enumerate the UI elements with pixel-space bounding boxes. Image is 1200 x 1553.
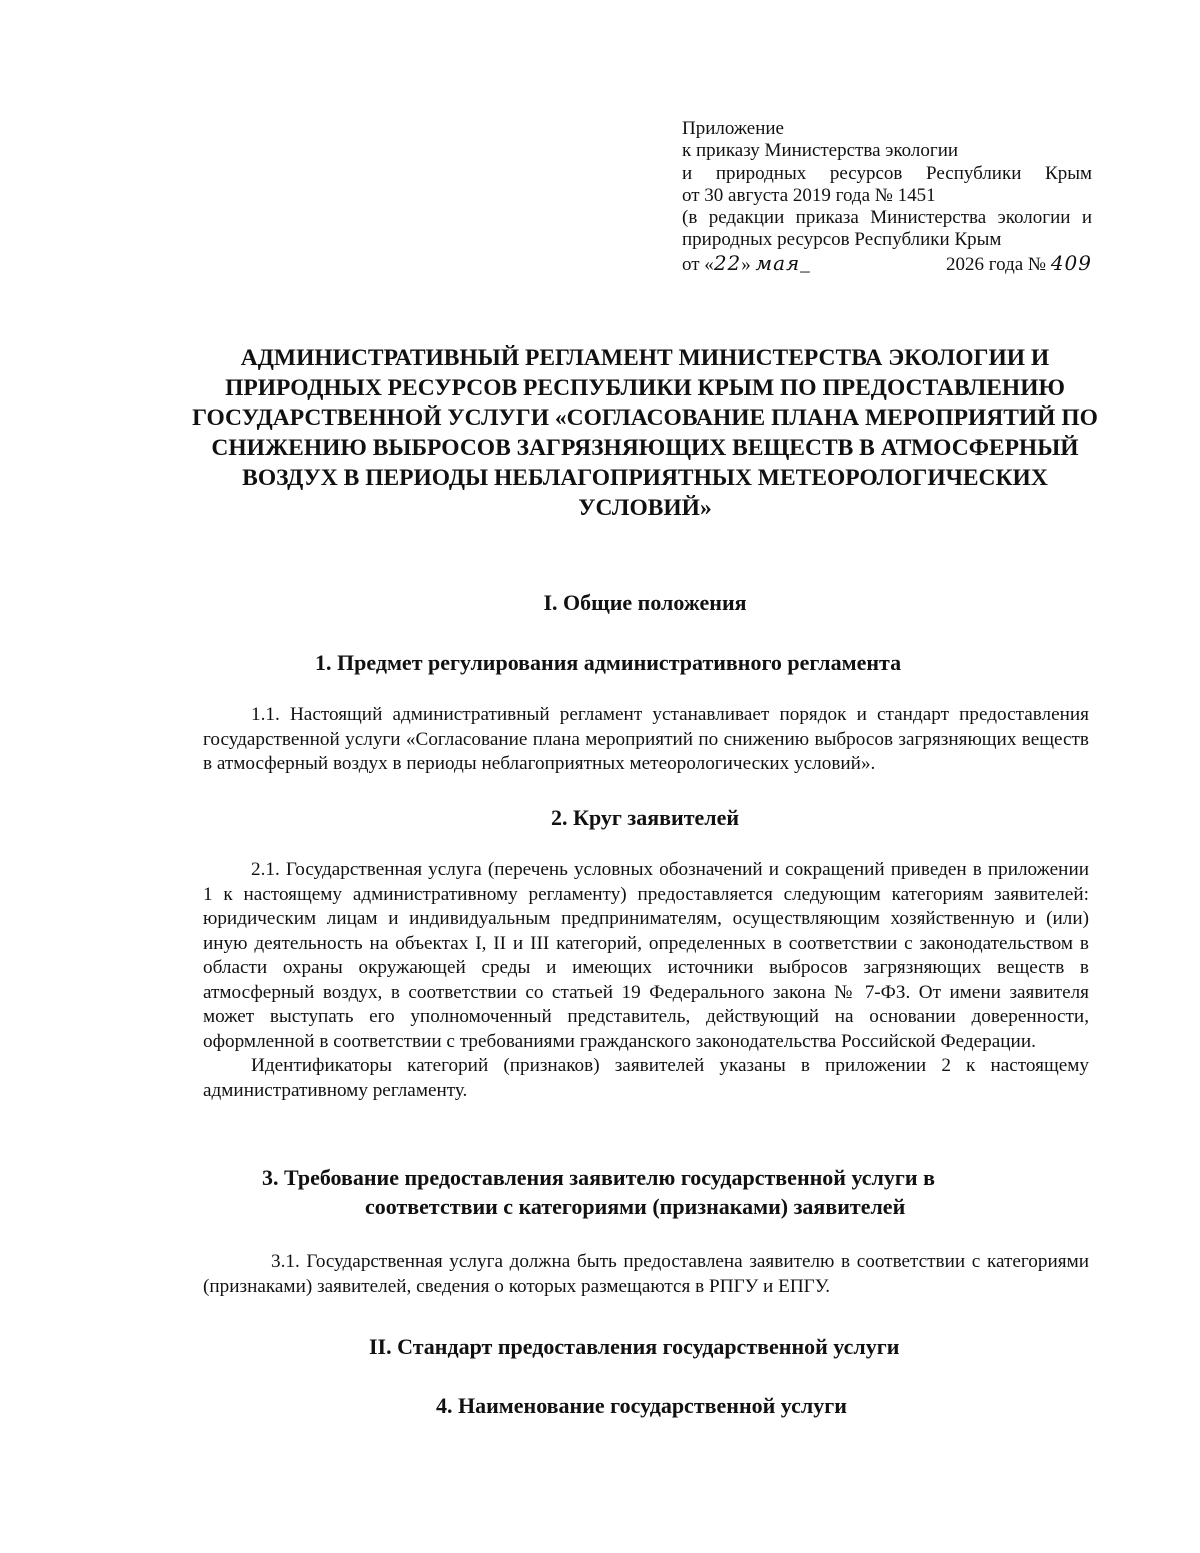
heading-2: 2. Круг заявителей xyxy=(551,805,740,830)
date-day-handwritten: 22 xyxy=(713,250,742,275)
paragraph-2-1-text: 2.1. Государственная услуга (перечень условных обозначений и сокращений приведен в приложении 1 к настоящему административному регламенту) предоставляется следующим категориям заявителей: юридическим лицам и индивидуальным предпринимателям, осуществляющим хозяйственную и (или) иную деятельность на объектах I, II и III категорий, определенных в соответствии с законодательством в области охраны окружающей среды и имеющих источники выбросов загрязняющих веществ в атмосферный воздух, в соответствии со статьей 19 Федерального закона № 7-ФЗ. От имени заявителя может выступать его уполномоченный представитель, действующий на основании доверенности, оформленной в соответствии с требованиями гражданского законодательства Российской Федерации. xyxy=(203,859,1089,1052)
paragraph-2-1 xyxy=(203,858,1089,1103)
date-year: 2026 года № xyxy=(946,253,1047,275)
appendix-line-1: Приложение xyxy=(682,118,784,139)
appendix-line-4: от 30 августа 2019 года № 1451 xyxy=(682,184,936,206)
appendix-date-line: от «22» мая_ 2026 года № 409 xyxy=(682,250,1092,275)
paragraph-3-1 xyxy=(203,1250,1089,1299)
document-title: АДМИНИСТРАТИВНЫЙ РЕГЛАМЕНТ МИНИСТЕРСТВА ЭКОЛОГИИ И ПРИРОДНЫХ РЕСУРСОВ РЕСПУБЛИКИ КРЫМ ПО ПРЕДОСТАВЛЕНИЮ ГОСУДАРСТВЕННОЙ УСЛУГИ «СОГЛАСОВАНИЕ ПЛАНА МЕРОПРИЯТИЙ ПО СНИЖЕНИЮ ВЫБРОСОВ ЗАГРЯЗНЯЮЩИХ ВЕЩЕСТВ В АТМОСФЕРНЫЙ ВОЗДУХ В ПЕРИОДЫ НЕБЛАГОПРИЯТНЫХ МЕТЕОРОЛОГИЧЕСКИХ УСЛОВИЙ» xyxy=(192,345,1098,521)
appendix-line-5: (в редакции приказа Министерства экологии и природных ресурсов Республики Крым xyxy=(682,207,1092,251)
date-prefix: от « xyxy=(682,253,714,275)
heading-4: 4. Наименование государственной услуги xyxy=(436,1393,847,1418)
heading-1: 1. Предмет регулирования административного регламента xyxy=(315,650,902,675)
section-heading-standard: II. Стандарт предоставления государственной услуги xyxy=(369,1334,900,1359)
paragraph-1-1-text: 1.1. Настоящий административный регламент устанавливает порядок и стандарт предоставления государственной услуги «Согласование плана мероприятий по снижению выбросов загрязняющих веществ в атмосферный воздух в периоды неблагоприятных метеорологических условий». xyxy=(203,704,1089,774)
paragraph-3-1-text: 3.1. Государственная услуга должна быть предоставлена заявителю в соответствии с категориями (признаками) заявителей, сведения о которых размещаются в РПГУ и ЕПГУ. xyxy=(203,1251,1089,1297)
order-number-handwritten: 409 xyxy=(1050,250,1092,275)
section-heading-general: I. Общие положения xyxy=(543,590,747,615)
paragraph-1-1 xyxy=(203,703,1089,777)
date-mid: » xyxy=(741,253,751,275)
paragraph-2-2-text: Идентификаторы категорий (признаков) заявителей указаны в приложении 2 к настоящему административному регламенту. xyxy=(203,1055,1089,1101)
appendix-block xyxy=(682,118,1092,276)
heading-3-line-1: 3. Требование предоставления заявителю государственной услуги в xyxy=(262,1165,935,1190)
date-month-handwritten: мая xyxy=(755,250,801,275)
appendix-line-3: и природных ресурсов Республики Крым xyxy=(682,162,1092,184)
appendix-line-2: к приказу Министерства экологии xyxy=(682,140,959,162)
heading-3-line-2: соответствии с категориями (признаками) заявителей xyxy=(365,1194,906,1219)
